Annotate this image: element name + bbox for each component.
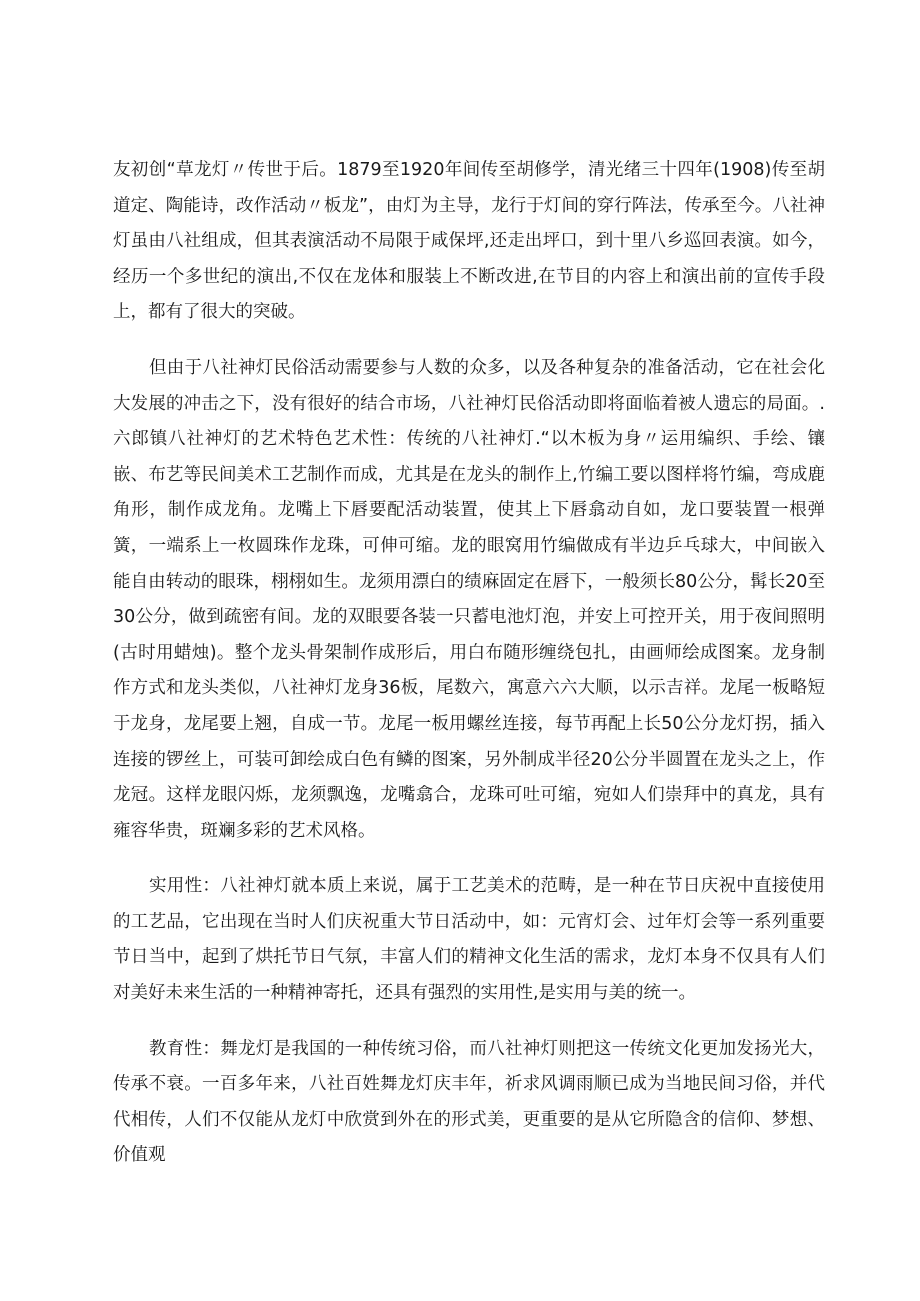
paragraph-4: 教育性：舞龙灯是我国的一种传统习俗，而八社神灯则把这一传统文化更加发扬光大，传承不衰。一百多年来，八社百姓舞龙灯庆丰年，祈求风调雨顺已成为当地民间习俗，并代代相传，人们不仅能从龙灯中欣赏到外在的形式美，更重要的是从它所隐含的信仰、梦想、价值观 bbox=[113, 1038, 825, 1166]
document-body bbox=[113, 153, 825, 1194]
paragraph-1: 友初创“草龙灯〃传世于后。1879至1920年间传至胡修学，清光绪三十四年(1908)传至胡道定、陶能诗，改作活动〃板龙”，由灯为主导，龙行于灯间的穿行阵法，传承至今。八社神灯虽由八社组成，但其表演活动不局限于咸保坪,还走出坪口，到十里八乡巡回表演。如今，经历一个多世纪的演出,不仅在龙体和服装上不断改进,在节目的内容上和演出前的宣传手段上，都有了很大的突破。 bbox=[113, 160, 825, 323]
paragraph-2: 但由于八社神灯民俗活动需要参与人数的众多，以及各种复杂的准备活动，它在社会化大发展的冲击之下，没有很好的结合市场，八社神灯民俗活动即将面临着被人遗忘的局面。.六郎镇八社神灯的艺术特色艺术性：传统的八社神灯.“以木板为身〃运用编织、手绘、镶嵌、布艺等民间美术工艺制作而成，尤其是在龙头的制作上,竹编工要以图样将竹编，弯成鹿角形，制作成龙角。龙嘴上下唇要配活动装置，使其上下唇翕动自如，龙口要装置一根弹簧，一端系上一枚圆珠作龙珠，可伸可缩。龙的眼窝用竹编做成有半边乒乓球大，中间嵌入能自由转动的眼珠，栩栩如生。龙须用漂白的绩麻固定在唇下，一般须长80公分，髯长20至30公分，做到疏密有间。龙的双眼要各装一只蓄电池灯泡，并安上可控开关，用于夜间照明(古时用蜡烛)。整个龙头骨架制作成形后，用白布随形缠绕包扎，由画师绘成图案。龙身制作方式和龙头类似，八社神灯龙身36板，尾数六，寓意六六大顺，以示吉祥。龙尾一板略短于龙身，龙尾要上翘，自成一节。龙尾一板用螺丝连接，每节再配上长50公分龙灯拐，插入连接的锣丝上，可装可卸绘成白色有鳞的图案，另外制成半径20公分半圆置在龙头之上，作龙冠。这样龙眼闪烁，龙须飘逸，龙嘴翕合，龙珠可吐可缩，宛如人们崇拜中的真龙，具有雍容华贵，斑斓多彩的艺术风格。 bbox=[113, 357, 825, 841]
paragraph-3: 实用性：八社神灯就本质上来说，属于工艺美术的范畴，是一种在节日庆祝中直接使用的工艺品，它出现在当时人们庆祝重大节日活动中，如：元宵灯会、过年灯会等一系列重要节日当中，起到了烘托节日气氛，丰富人们的精神文化生活的需求，龙灯本身不仅具有人们对美好未来生活的一种精神寄托，还具有强烈的实用性,是实用与美的统一。 bbox=[113, 876, 825, 1004]
